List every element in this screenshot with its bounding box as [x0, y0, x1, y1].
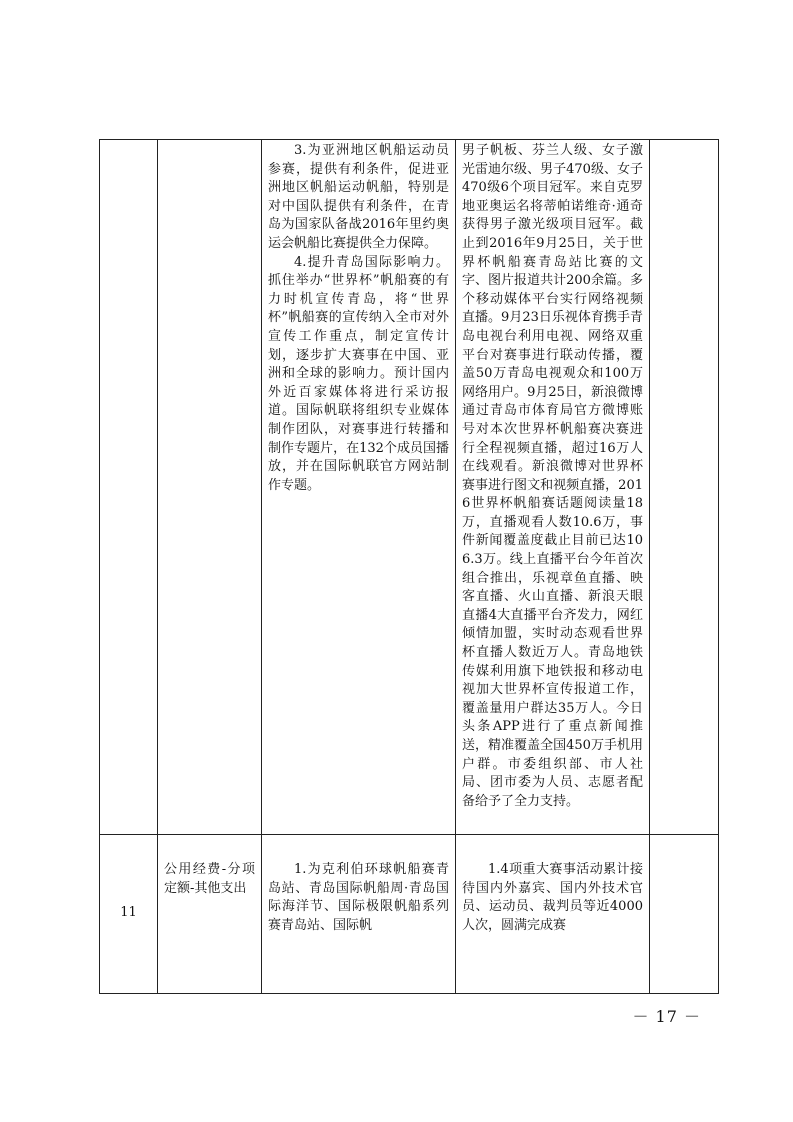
result-paragraph: 1.4项重大赛事活动累计接待国内外嘉宾、国内外技术官员、运动员、裁判员等近4000人次，圆满完成赛	[462, 862, 643, 933]
table-row	[100, 140, 719, 835]
note-cell	[650, 835, 719, 994]
row-index-cell	[100, 140, 158, 835]
category-text: 公用经费-分项定额-其他支出	[164, 862, 255, 896]
result-paragraph: 男子帆板、芬兰人级、女子激光雷迪尔级、男子470级、女子470级6个项目冠军。来自克罗地亚奥运名将蒂帕诺维奇·通奇获得男子激光级项目冠军。截止到2016年9月25日，关于世界杯帆船赛青岛站比赛的文字、图片报道共计200余篇。多个移动媒体平台实行网络视频直播。9月23日乐视体育携手青岛电视台利用电视、网络双重平台对赛事进行联动传播，覆盖50万青岛电视观众和100万网络用户。9月25日，新浪微博通过青岛市体育局官方微博账号对本次世界杯帆船赛决赛进行全程视频直播，超过16万人在线观看。新浪微博对世界杯赛事进行图文和视频直播，2016世界杯帆船赛话题阅读量18万，直播观看人数10.6万，事件新闻覆盖度截止目前已达106.3万。线上直播平台今年首次组合推出，乐视章鱼直播、映客直播、火山直播、新浪天眼直播4大直播平台齐发力，网红倾情加盟，实时动态观看世界杯直播人数近万人。青岛地铁传媒利用旗下地铁报和移动电视加大世界杯宣传报道工作，覆盖量用户群达35万人。今日头条APP进行了重点新闻推送，精准覆盖全国450万手机用户群。市委组织部、市人社局、团市委为人员、志愿者配备给予了全力支持。	[462, 143, 643, 809]
plan-paragraph: 4.提升青岛国际影响力。抓住举办“世界杯”帆船赛的有力时机宣传青岛，将“世界杯”帆船赛的宣传纳入全市对外宣传工作重点，制定宣传计划，逐步扩大赛事在中国、亚洲和全球的影响力。预计国内外近百家媒体将进行采访报道。国际帆联将组织专业媒体制作团队，对赛事进行转播和制作专题片，在132个成员国播放，并在国际帆联官方网站制作专题。	[268, 254, 449, 493]
result-cell	[456, 835, 650, 994]
plan-paragraph: 1.为克利伯环球帆船赛青岛站、青岛国际帆船周·青岛国际海洋节、国际极限帆船系列赛青岛站、国际帆	[268, 862, 449, 933]
category-cell	[158, 835, 262, 994]
plan-cell	[262, 140, 456, 835]
result-cell	[456, 140, 650, 835]
row-index-cell: 11	[100, 835, 158, 994]
page-number: － 17 －	[632, 1007, 701, 1026]
budget-performance-table	[99, 139, 719, 994]
note-cell	[650, 140, 719, 835]
plan-cell	[262, 835, 456, 994]
table-row	[100, 835, 719, 994]
category-cell	[158, 140, 262, 835]
plan-paragraph: 3.为亚洲地区帆船运动员参赛，提供有利条件，促进亚洲地区帆船运动帆船，特别是对中国队提供有利条件，在青岛为国家队备战2016年里约奥运会帆船比赛提供全力保障。	[268, 143, 449, 251]
